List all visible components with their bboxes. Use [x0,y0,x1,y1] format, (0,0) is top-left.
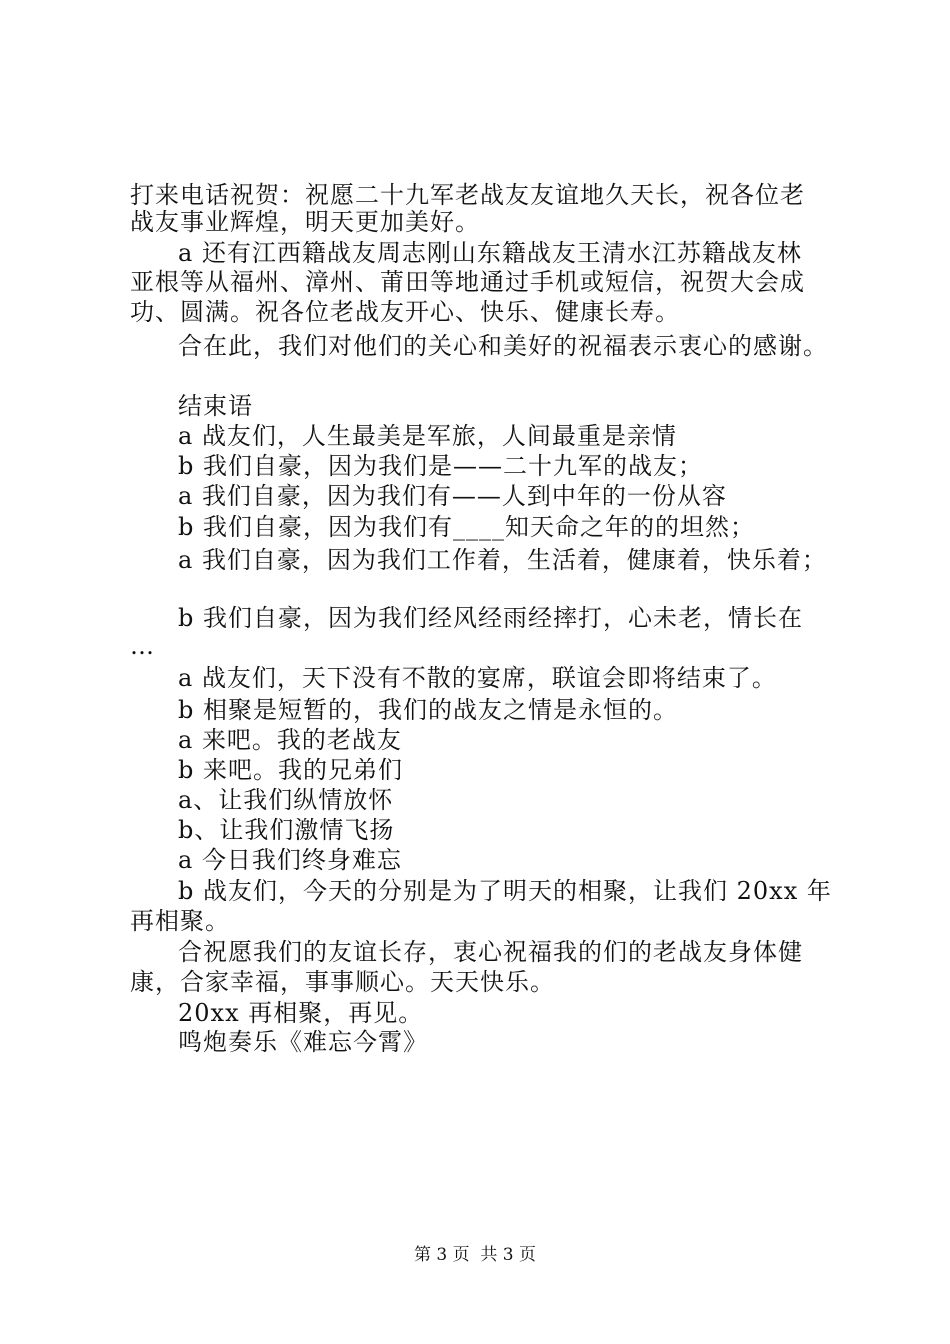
text-line: a 我们自豪，因为我们工作着，生活着，健康着，快乐着； [178,546,827,574]
text-line: 合祝愿我们的友谊长存，衷心祝福我的们的老战友身体健 [178,938,803,966]
text-line: b 我们自豪，因为我们经风经雨经摔打，心未老，情长在 [178,604,803,632]
text-line: 打来电话祝贺：祝愿二十九军老战友友谊地久天长，祝各位老 [130,181,805,209]
text-line: 亚根等从福州、漳州、莆田等地通过手机或短信，祝贺大会成 [130,268,805,296]
text-line: a 战友们，天下没有不散的宴席，联谊会即将结束了。 [178,664,777,692]
text-line: b 来吧。我的兄弟们 [178,756,403,784]
text-line: a、让我们纵情放怀 [178,786,394,814]
text-line: b 战友们，今天的分别是为了明天的相聚，让我们 20xx 年 [178,877,832,905]
text-line: a 来吧。我的老战友 [178,726,402,754]
text-line: 战友事业辉煌，明天更加美好。 [130,208,480,236]
text-line: 鸣炮奏乐《难忘今霄》 [178,1028,428,1056]
page-footer: 第 3 页 共 3 页 [413,1245,537,1265]
text-line: b 我们自豪，因为我们有____知天命之年的的坦然； [178,513,755,541]
text-line: b 我们自豪，因为我们是——二十九军的战友； [178,452,703,480]
text-line: 合在此，我们对他们的关心和美好的祝福表示衷心的感谢。 [178,332,828,360]
text-line: b 相聚是短暂的，我们的战友之情是永恒的。 [178,696,678,724]
text-line: b、让我们激情飞扬 [178,816,395,844]
text-line: 20xx 再相聚，再见。 [178,999,424,1027]
text-line: 再相聚。 [130,907,230,935]
text-line: a 我们自豪，因为我们有——人到中年的一份从容 [178,482,727,510]
text-line: a 还有江西籍战友周志刚山东籍战友王清水江苏籍战友林 [178,239,802,267]
text-line: … [130,632,155,660]
text-line: 功、圆满。祝各位老战友开心、快乐、健康长寿。 [130,298,680,326]
text-line: a 今日我们终身难忘 [178,846,402,874]
text-line: a 战友们，人生最美是军旅，人间最重是亲情 [178,422,677,450]
section-heading: 结束语 [178,392,253,420]
text-line: 康，合家幸福，事事顺心。天天快乐。 [130,968,555,996]
